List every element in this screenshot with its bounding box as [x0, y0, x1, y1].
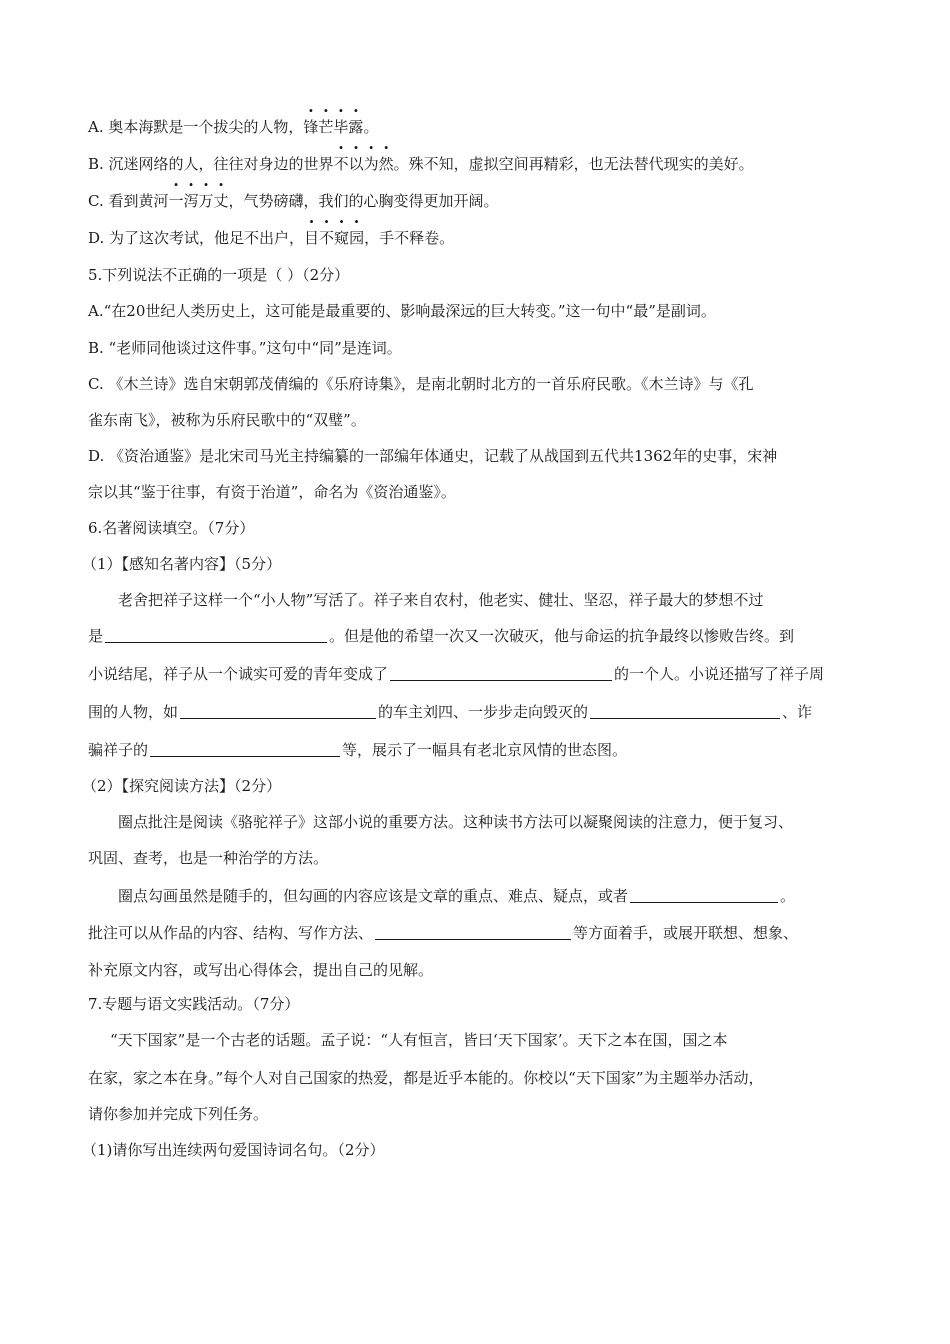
- q6-sub1-title: （1）【感知名著内容】（5分）: [82, 555, 282, 573]
- q6-p1-line5: 骗祥子的 等，展示了一幅具有老北京风情的世态图。: [88, 741, 628, 759]
- q7-p1-line3: 请你参加并完成下列任务。: [88, 1105, 269, 1123]
- dotted-char: 锋: [303, 118, 319, 136]
- dotted-char: 不: [333, 155, 349, 173]
- q6-p3-line1: 圈点勾画虽然是随手的，但勾画的内容应该是文章的重点、难点、疑点，或者 。: [118, 887, 796, 905]
- dotted-char: 然: [378, 155, 394, 173]
- q6-p1-line3: 小说结尾，祥子从一个诚实可爱的青年变成了 的一个人。小说还描写了祥子周: [88, 665, 825, 683]
- q5-option-c-line1: C. 《木兰诗》选自宋朝郭茂倩编的《乐府诗集》，是南北朝时北方的一首乐府民歌。《木兰诗》与《孔: [88, 375, 754, 393]
- dotted-char: 为: [363, 155, 379, 173]
- q5-option-a: A.“在20世纪人类历史上，这可能是最重要的、影响最深远的巨大转变。”这一句中“最”是副词。: [88, 302, 716, 320]
- q5-option-d-line2: 宗以其“鉴于往事，有资于治道”，命名为《资治通鉴》。: [88, 483, 456, 501]
- q5-stem: 5.下列说法不正确的一项是（ ）（2分）: [88, 266, 350, 284]
- q4-option-c: C. 看到黄河一泻万丈，气势磅礴，我们的心胸变得更加开阔。: [88, 192, 499, 210]
- dotted-char: 不: [319, 229, 335, 247]
- q7-stem: 7.专题与语文实践活动。（7分）: [88, 995, 300, 1013]
- dotted-char: 万: [198, 192, 214, 210]
- answer-blank-highlight[interactable]: [630, 886, 778, 903]
- dotted-char: 一: [168, 192, 184, 210]
- dotted-char: 泻: [183, 192, 199, 210]
- answer-blank-cheat[interactable]: [150, 740, 340, 757]
- q6-p2-line1: 圈点批注是阅读《骆驼祥子》这部小说的重要方法。这种读书方法可以凝聚阅读的注意力，便于复习、: [118, 813, 794, 831]
- dotted-char: 园: [349, 229, 365, 247]
- q5-option-c-line2: 雀东南飞》，被称为乐府民歌中的“双璧”。: [88, 411, 366, 429]
- q6-sub2-title: （2）【探究阅读方法】（2分）: [82, 777, 282, 795]
- q4-option-a: A. 奥本海默是一个拔尖的人物，锋芒毕露。: [88, 118, 379, 136]
- dotted-char: 露: [348, 118, 364, 136]
- q7-p1-line1: “天下国家”是一个古老的话题。孟子说：“人有恒言，皆曰‘天下国家’。天下之本在国，国之本: [110, 1031, 728, 1049]
- q7-p1-line2: 在家，家之本在身。”每个人对自己国家的热爱，都是近乎本能的。你校以“天下国家”为主题举办活动，: [88, 1069, 764, 1087]
- dotted-char: 窥: [334, 229, 350, 247]
- q4-option-b: B. 沉迷网络的人，往往对身边的世界不以为然。殊不知，虚拟空间再精彩，也无法替代现实的美好。: [88, 155, 754, 173]
- q6-p3-line2: 批注可以从作品的内容、结构、写作方法、 等方面着手，或展开联想、想象、: [88, 924, 799, 942]
- answer-blank-liusi[interactable]: [180, 702, 376, 719]
- answer-blank-dream[interactable]: [105, 626, 327, 643]
- dotted-char: 丈: [213, 192, 229, 210]
- q5-option-b: B. “老师同他谈过这件事。”这句中“同”是连词。: [88, 339, 402, 357]
- q6-p1-line4: 围的人物，如 的车主刘四、一步步走向毁灭的 、诈: [88, 703, 813, 721]
- q6-p3-line3: 补充原文内容，或写出心得体会，提出自己的见解。: [88, 961, 434, 979]
- dotted-char: 芒: [318, 118, 334, 136]
- dotted-char: 目: [304, 229, 320, 247]
- answer-blank-ruin[interactable]: [590, 702, 780, 719]
- q6-p1-line1: 老舍把祥子这样一个“小人物”写活了。祥子来自农村，他老实、健壮、坚忍，祥子最大的梦想不过: [118, 591, 764, 609]
- dotted-char: 以: [348, 155, 364, 173]
- q7-sub1: （1)请你写出连续两句爱国诗词名句。（2分）: [82, 1141, 385, 1159]
- q6-p2-line2: 巩固、查考，也是一种治学的方法。: [88, 849, 329, 867]
- answer-blank-became[interactable]: [390, 664, 612, 681]
- q6-p1-line2: 是 。但是他的希望一次又一次破灭，他与命运的抗争最终以惨败告终。到: [88, 627, 795, 645]
- q6-stem: 6.名著阅读填空。（7分）: [88, 519, 255, 537]
- dotted-char: 毕: [333, 118, 349, 136]
- q4-option-d: D. 为了这次考试，他足不出户，目不窥园，手不释卷。: [88, 229, 455, 247]
- q5-option-d-line1: D. 《资治通鉴》是北宋司马光主持编纂的一部编年体通史，记载了从战国到五代共1362年的史事，宋神: [88, 447, 778, 465]
- answer-blank-annotation[interactable]: [375, 923, 571, 940]
